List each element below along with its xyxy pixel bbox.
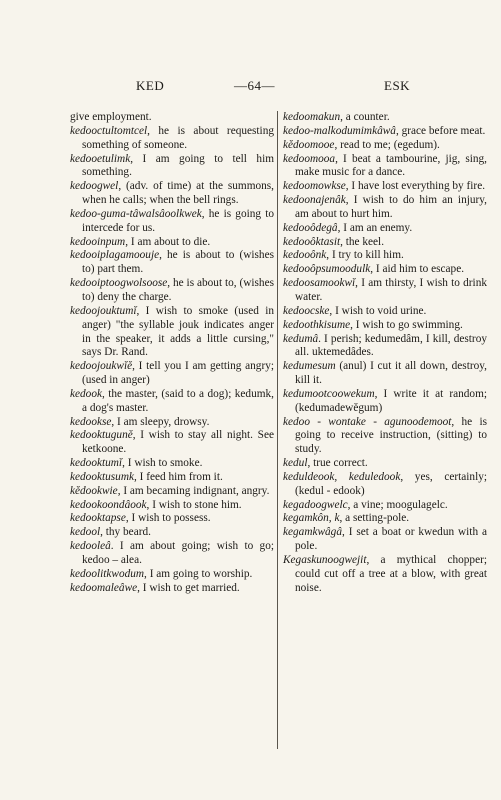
entry: kedooktapse, I wish to possess. (70, 512, 211, 525)
entry: kedoolitkwodum, I am going to worship. (70, 567, 253, 580)
entry: kedookoondâook, I wish to stone him. (70, 498, 242, 511)
entry: kedooctultomtcel, he is about requesting something of someone. (70, 124, 274, 151)
entry: give employment. (70, 111, 152, 123)
entry: kedoosamookwĭ, I am thirsty, I wish to drink water. (283, 277, 487, 303)
entry: kedooleâ. I am about going; wish to go; kedoo – alea. (70, 540, 274, 566)
header-left: KED (136, 78, 165, 93)
entry: kedoogwel, (adv. of time) at the summons, when he calls; when the bell rings. (70, 180, 274, 207)
entry: Kegaskunoogwejit, a mythical chopper; could cut off a tree at a blow, with great noise. (283, 554, 487, 594)
entry: kedumootcoowekum, I write it at random;(kedumadewĕgum) (283, 387, 487, 414)
entry: kedoomaleâwe, I wish to get married. (70, 581, 240, 594)
entry: kedooôpsumoodulk, I aid him to escape. (283, 263, 465, 276)
entry: kedoojouktumĭ, I wish to smoke (used in anger) "the syllable jouk indicates anger in the speaker, it adds a little cursing," says Dr. Rand. (70, 304, 274, 359)
entry: kegamkôn, k, a setting-pole. (283, 512, 410, 525)
column-divider (277, 111, 278, 749)
entry: kedoomakun, a counter. (283, 111, 390, 123)
entry: kĕdoomooe, read to me; (egedum). (283, 138, 440, 151)
entry: kedook, the master, (said to a dog); kedumk, a dog's master. (70, 387, 274, 414)
entry: kedooktusumk, I feed him from it. (70, 470, 223, 483)
entry: keduldeook, keduledook, yes, certainly; (kedul - edook) (283, 470, 487, 497)
entry: kedooktugunĕ, I wish to stay all night. See ketkoone. (70, 429, 274, 456)
entry: kedooiptoogwolsoose, he is about to, (wishes to) deny the charge. (70, 277, 274, 303)
entry: kedookse, I am sleepy, drowsy. (70, 415, 210, 428)
right-column (283, 111, 487, 596)
entry: kedoomooa, I beat a tambourine, jig, sing, make music for a dance. (283, 152, 487, 179)
entry: kedoo - wontake - agunoodemoot, he is going to receive instruction, (sitting) to study. (283, 415, 488, 456)
entry: kedoocske, I wish to void urine. (283, 304, 427, 317)
entry: kedooetulimk, I am going to tell him something. (70, 152, 274, 179)
entry: kedoomowkse, I have lost everything by fire. (283, 180, 486, 193)
entry: kedooôktasit, the keel. (283, 235, 385, 248)
entry: kedoothkisume, I wish to go swimming. (283, 318, 463, 331)
page-number: —64— (234, 78, 275, 93)
left-column (70, 111, 274, 596)
entry: kedooinpum, I am about to die. (70, 235, 211, 248)
page-header (0, 78, 501, 98)
header-right: ESK (384, 78, 411, 93)
entry: kedooôdegâ, I am an enemy. (283, 221, 413, 234)
entry: kedoonajenâk, I wish to do him an injury, am about to hurt him. (283, 194, 487, 220)
entry: kĕdookwie, I am becaming indignant, angry. (70, 484, 270, 497)
entry: kedoo-guma-tâwalsâoolkwek, he is going to intercede for us. (70, 207, 274, 234)
entry: kedooônk, I try to kill him. (283, 249, 404, 262)
entry: kedul, true correct. (283, 457, 368, 470)
entry: kedumâ. I perish; kedumedâm, I kill, destroy all. uktemedâdes. (283, 332, 487, 359)
entry: kedoojoukwĭĕ, I tell you I am getting angry;(used in anger) (70, 360, 274, 387)
entry: kedool, thy beard. (70, 526, 151, 539)
entry: kedumesum (anul) I cut it all down, destroy, kill it. (283, 360, 487, 387)
entry: kegamkwâgâ, I set a boat or kwedun with a pole. (283, 526, 487, 553)
entry: kedooiplagamoouje, he is about to (wishes to) part them. (70, 249, 274, 276)
entry: kedoo-malkodumimkâwâ, grace before meat. (283, 124, 486, 137)
entry: kedooktumĭ, I wish to smoke. (70, 457, 203, 470)
entry: kegadoogwelc, a vine; moogulagelc. (283, 498, 448, 511)
